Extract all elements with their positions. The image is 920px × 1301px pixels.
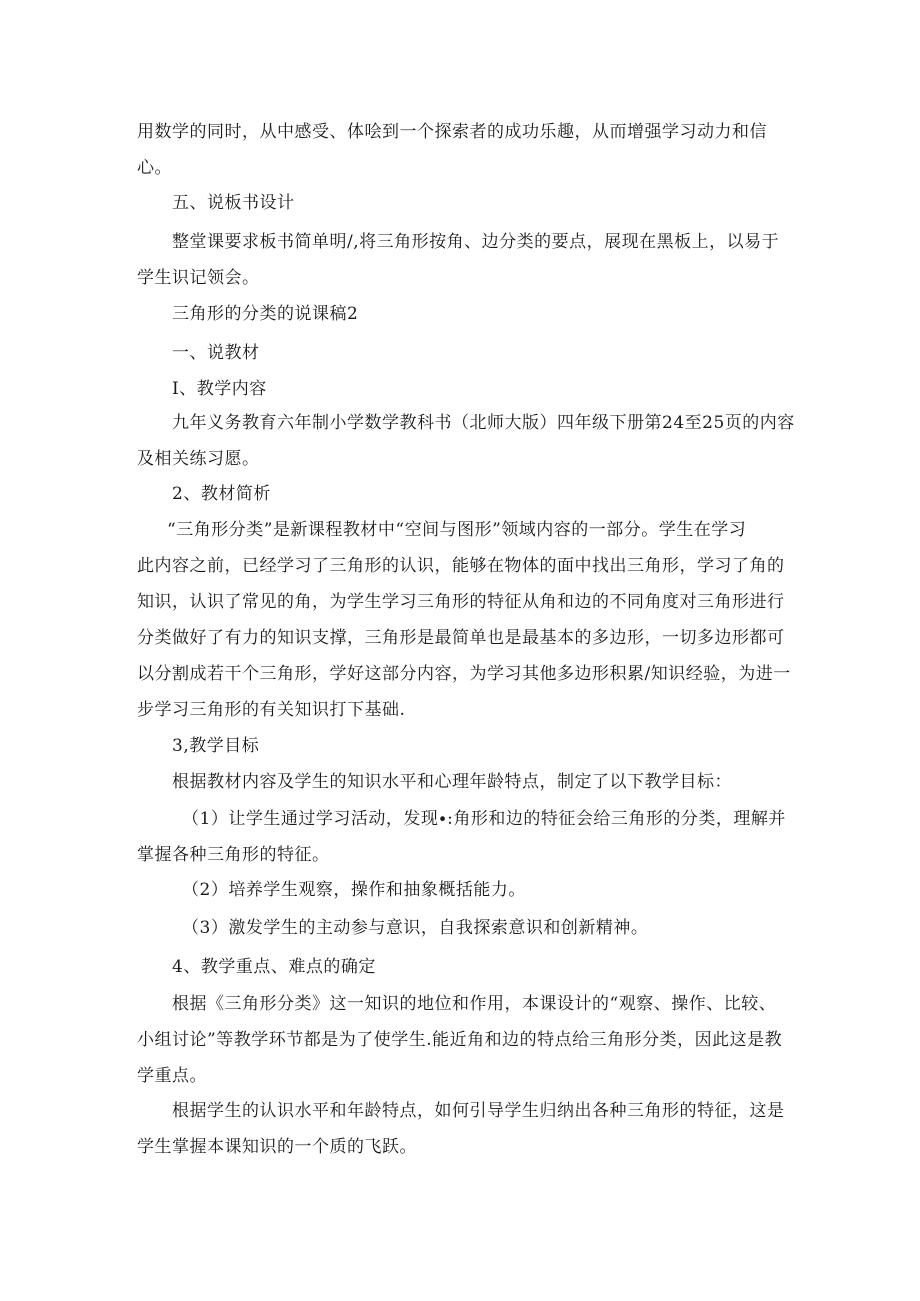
text-line: 用数学的同时，从中感受、体哙到一个探索者的成功乐趣，从而增强学习动力和信 xyxy=(137,122,767,142)
objective-item xyxy=(182,910,648,946)
text-line: 整堂课要求板书简单明/,将三角形按角、边分类的要点，展现在黑板上，以易于 xyxy=(172,232,780,252)
text-line: 九年义务教育六年制小学数学教科书（北师大版）四年级下册第24至25页的内容 xyxy=(172,413,795,433)
objective-item xyxy=(182,872,526,908)
text-line: 学重点。 xyxy=(137,1066,207,1086)
text-line: 根据教材内容及学生的知识水平和心理年龄特点，制定了以下教学目标： xyxy=(172,772,732,792)
section-heading xyxy=(172,335,260,371)
text-line: 心。 xyxy=(137,158,172,178)
text-line: 及相关练习愿。 xyxy=(137,449,260,469)
subsection-heading xyxy=(172,949,376,985)
text-line: 三角形的分类的说课稿2 xyxy=(172,304,359,324)
paragraph xyxy=(137,224,789,296)
paragraph xyxy=(172,764,732,800)
subsection-heading xyxy=(172,371,267,407)
paragraph xyxy=(137,405,795,477)
text-line: 学生掌握本课知识的一个质的飞跃。 xyxy=(137,1137,417,1157)
text-line: （3）激发学生的主动参与意识，自我探索意识和创新精神。 xyxy=(182,918,649,938)
text-line: 掌握各种三角形的特征。 xyxy=(137,845,330,865)
text-line: 3,教学目标 xyxy=(172,736,260,756)
text-line: （1）让学生通过学习活动，发现∙:角形和边的特征会给三角形的分类，理解并 xyxy=(182,809,786,829)
text-line: I、教学内容 xyxy=(172,379,267,399)
text-line: （2）培养学生观察，操作和抽象概括能力。 xyxy=(182,880,526,900)
text-line: 步学习三角形的有关知识打下基础. xyxy=(137,700,406,720)
text-line: 分类做好了有力的知识支撑，三角形是最简单也是最基本的多边形，一切多边形都可 xyxy=(137,628,785,648)
text-line: 学生识记领会。 xyxy=(137,268,260,288)
text-line: 五、说板书设计 xyxy=(172,193,295,213)
paragraph xyxy=(137,986,789,1094)
text-line: 4、教学重点、难点的确定 xyxy=(172,957,376,977)
section-heading xyxy=(172,185,295,221)
text-line: 根据学生的认识水平和年龄特点，如何引导学生归纳出各种三角形的特征，这是 xyxy=(172,1101,785,1121)
text-line: “三角形分类”是新课程教材中“空间与图形”领域内容的一部分。学生在学习 xyxy=(167,520,747,540)
paragraph xyxy=(137,1093,789,1165)
text-line: 此内容之前，已经学习了三角形的认识，能够在物体的面中找出三角形，学习了角的 xyxy=(137,556,785,576)
paragraph xyxy=(137,512,789,728)
text-line: 一、说教材 xyxy=(172,343,260,363)
text-line: 小组讨论”等教学环节都是为了使学生.能近角和边的特点给三角形分类，因此这是教 xyxy=(137,1030,783,1050)
subsection-heading xyxy=(172,476,271,512)
objective-item xyxy=(137,801,789,873)
text-line: 2、教材简析 xyxy=(172,484,271,504)
subsection-heading xyxy=(172,728,259,764)
text-line: 根据《三角形分类》这一知识的地位和作用，本课设计的“观察、操作、比较、 xyxy=(172,994,777,1014)
text-line: 以分割成若干个三角形，学好这部分内容，为学习其他多边形积累/知识经验，为进一 xyxy=(137,664,791,684)
text-line: 知识，认识了常见的角，为学生学习三角形的特征从角和边的不同角度对三角形进行 xyxy=(137,592,785,612)
document-title xyxy=(172,296,358,332)
paragraph xyxy=(137,114,789,186)
